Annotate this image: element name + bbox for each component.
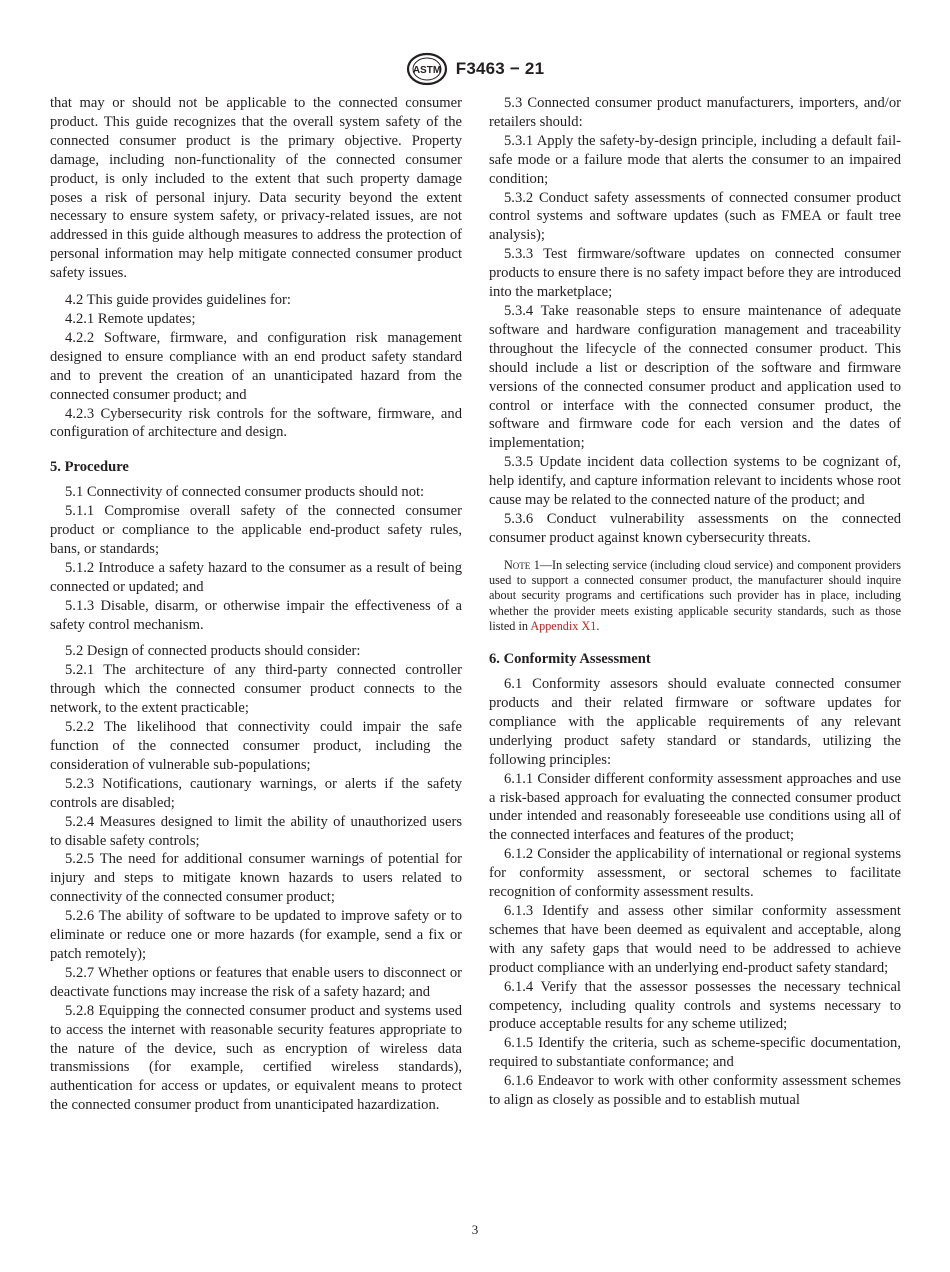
section-4-2-2: 4.2.2 Software, firmware, and configuration risk management designed to ensure compliance with an end product safety standard and to prevent the creation of an unanticipated hazard from the connected consumer product; and	[50, 329, 462, 403]
section-6-1-3: 6.1.3 Identify and assess other similar conformity assessment schemes that have been deemed as equivalent and acceptable, along with any safety gaps that would need to be addressed to achieve product compliance with an underlying end-product safety standard;	[489, 903, 901, 976]
section-5-2-7: 5.2.7 Whether options or features that enable users to disconnect or deactivate functions may increase the risk of a safety hazard; and	[50, 964, 462, 1000]
section-5-heading: 5. Procedure	[50, 459, 129, 476]
section-5-1-2: 5.1.2 Introduce a safety hazard to the consumer as a result of being connected or updated; and	[50, 559, 462, 595]
section-5-3-3: 5.3.3 Test firmware/software updates on connected consumer products to ensure there is no safety impact before they are introduced into the marketplace;	[489, 246, 901, 301]
section-5-2: 5.2 Design of connected products should consider:	[65, 643, 361, 660]
section-5-2-1: 5.2.1 The architecture of any third-party connected controller through which the connected consumer product connects to the network, to the extent practicable;	[50, 662, 462, 717]
appendix-x1-link[interactable]: Appendix X1	[530, 618, 597, 633]
note-label: Note 1	[504, 557, 540, 572]
section-5-2-4: 5.2.4 Measures designed to limit the ability of unauthorized users to disable safety controls;	[50, 813, 462, 849]
section-6-heading: 6. Conformity Assessment	[489, 651, 651, 668]
section-5-3-5: 5.3.5 Update incident data collection systems to be cognizant of, help identify, and capture information relevant to incidents whose root cause may be related to the connected nature of the product; and	[489, 454, 901, 509]
section-5-3-4: 5.3.4 Take reasonable steps to ensure maintenance of adequate software and hardware configuration management and traceability throughout the lifecycle of the connected consumer product. This should include a list or description of the software and firmware versions of the connected consumer product and application used to control or interface with the connected consumer product, the software and firmware code for each version and the dates of implementation;	[489, 302, 901, 452]
section-5-2-8: 5.2.8 Equipping the connected consumer product and systems used to access the internet with reasonable security features appropriate to the nature of the device, such as encryption of wireless data transmissions (for example, certified wireless standards), authentication for access or updates, or equivalent means to protect the connected consumer product from unanticipated hazardization.	[50, 1002, 462, 1114]
section-4-2-1: 4.2.1 Remote updates;	[65, 310, 196, 327]
section-6-1-2: 6.1.2 Consider the applicability of international or regional systems for conformity assessment, or sectoral schemes to facilitate recognition of conformity assessment results.	[489, 846, 901, 901]
section-5-2-2: 5.2.2 The likelihood that connectivity could impair the safe function of the connected consumer product, including the consideration of vulnerable sub-populations;	[50, 719, 462, 773]
section-5-2-5: 5.2.5 The need for additional consumer warnings of potential for injury and steps to mitigate known hazards to users related to connectivity of the connected consumer product;	[50, 851, 462, 906]
section-5-2-3: 5.2.3 Notifications, cautionary warnings, or alerts if the safety controls are disabled;	[50, 775, 462, 811]
section-5-1-1: 5.1.1 Compromise overall safety of the connected consumer product or compliance to the applicable end-product safety rules, bans, or standards;	[50, 503, 462, 557]
section-5-1: 5.1 Connectivity of connected consumer products should not:	[65, 484, 425, 501]
note-text: —In selecting service (including cloud service) and component providers used to support a connected consumer product, the manufacturer should inquire about security programs and certifications such provider has in place, including whether the provider meets existing applicable security standards, such as those listed in	[489, 557, 902, 633]
section-6-1: 6.1 Conformity assesors should evaluate connected consumer products and their related firmware or software updates for compliance with the applicable requirements of any relevant underlying product safety standard or standards, utilizing the following principles:	[489, 676, 901, 768]
logo-text: ASTM	[412, 65, 441, 76]
section-6-1-5: 6.1.5 Identify the criteria, such as scheme-specific documentation, required to substantiate conformance; and	[489, 1035, 901, 1071]
section-5-3-2: 5.3.2 Conduct safety assessments of connected consumer product control systems and software updates (such as FMEA or fault tree analysis);	[489, 189, 901, 244]
section-4-1-continuation: that may or should not be applicable to the connected consumer product. This guide recognizes that the overall system safety of the connected consumer product is the primary objective. Property damage, including non-functionality of the connected consumer product, is only included to the extent that such property damage poses a risk of personal injury. Data security beyond the extent necessary to ensure system safety, or privacy-related issues, are not addressed in this guide although measures to address the protection of personal information may help mitigate connected consumer product safety issues.	[50, 95, 462, 282]
section-5-2-6: 5.2.6 The ability of software to be updated to improve safety or to eliminate or reduce one or more hazards (for example, send a fix or patch remotely);	[50, 908, 462, 962]
page-header	[0, 52, 950, 86]
astm-logo-icon	[406, 52, 448, 86]
section-5-3-1: 5.3.1 Apply the safety-by-design principle, including a default fail-safe mode or a failure mode that alerts the consumer to an impaired condition;	[489, 132, 901, 187]
page-number: 3	[471, 1222, 479, 1237]
right-column	[489, 94, 901, 1110]
note-1	[489, 558, 901, 634]
section-4-2: 4.2 This guide provides guidelines for:	[65, 292, 291, 309]
standard-designation: F3463 − 21	[455, 59, 545, 78]
section-6-1-6: 6.1.6 Endeavor to work with other conformity assessment schemes to align as closely as possible and to establish mutual	[489, 1073, 901, 1109]
section-5-3-6: 5.3.6 Conduct vulnerability assessments on the connected consumer product against known cybersecurity threats.	[489, 510, 901, 546]
section-4-2-3: 4.2.3 Cybersecurity risk controls for the software, firmware, and configuration of architecture and design.	[50, 405, 462, 441]
section-5-3: 5.3 Connected consumer product manufacturers, importers, and/or retailers should:	[489, 95, 901, 130]
section-6-1-4: 6.1.4 Verify that the assessor possesses the necessary technical competency, including quality controls and systems necessary to produce acceptable results for any scheme utilized;	[489, 978, 901, 1033]
left-column	[50, 94, 462, 1115]
section-6-1-1: 6.1.1 Consider different conformity assessment approaches and use a risk-based approach for evaluating the connected consumer product under intended and reasonably foreseeable use conditions using all of the connected interfaces and features of the product;	[489, 770, 901, 844]
section-5-1-3: 5.1.3 Disable, disarm, or otherwise impair the effectiveness of a safety control mechanism.	[50, 597, 462, 633]
note-end: .	[596, 618, 600, 633]
